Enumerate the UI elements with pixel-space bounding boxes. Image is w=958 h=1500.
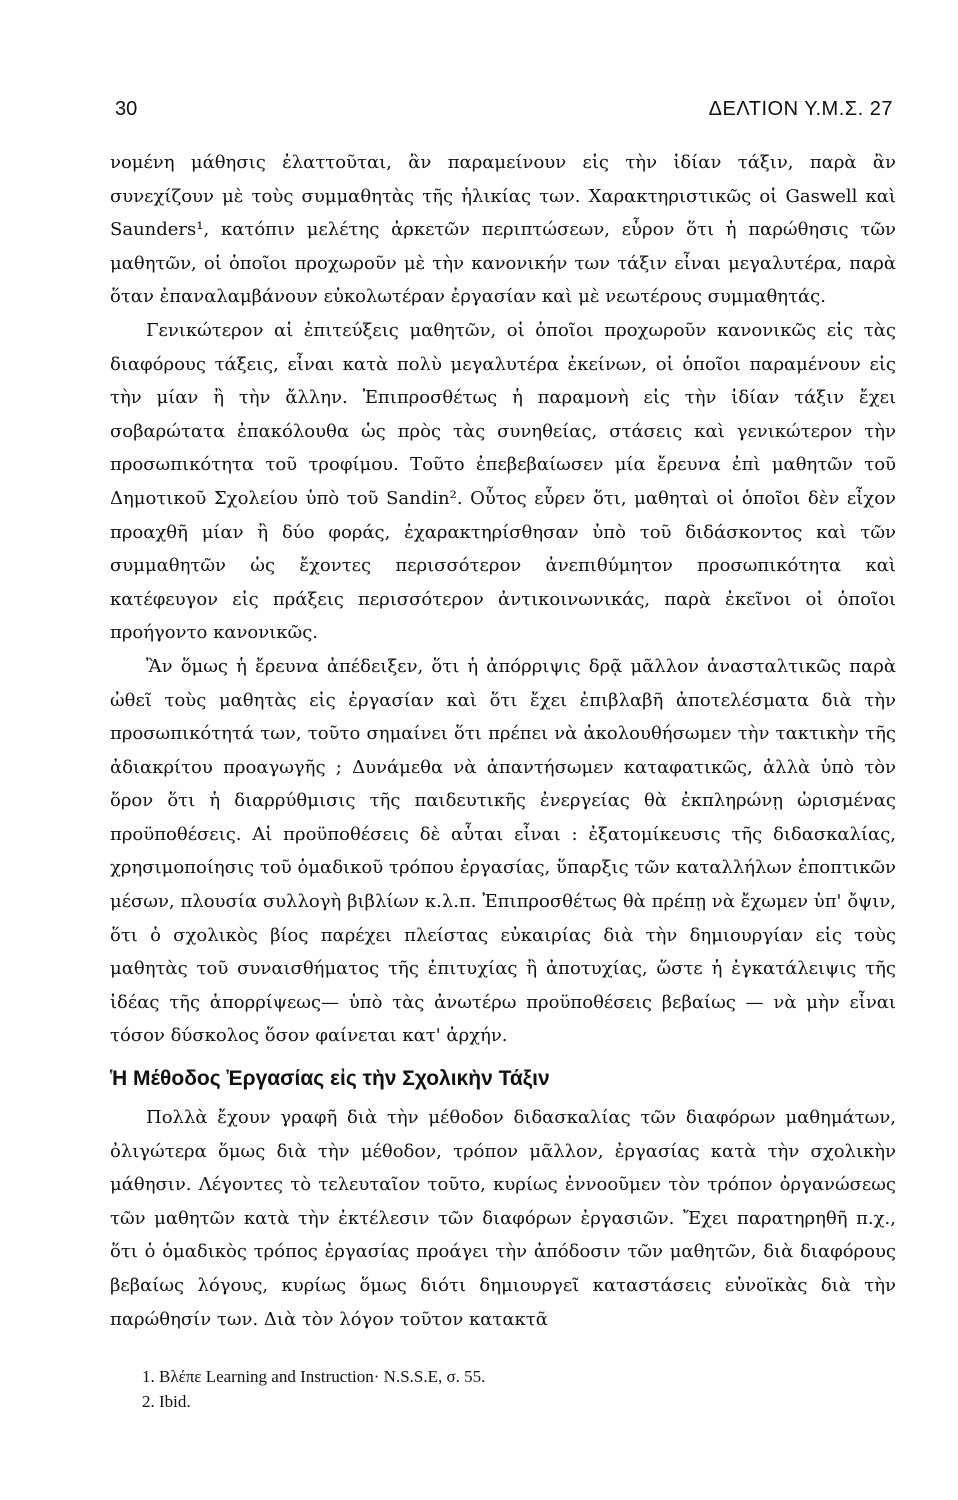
- page-header: [115, 98, 893, 132]
- paragraph: Πολλὰ ἔχουν γραφῆ διὰ τὴν μέθοδον διδασκαλίας τῶν διαφόρων μαθημάτων, ὀλιγώτερα ὅμως διὰ τὴν μέθοδον, τρόπον μᾶλλον, ἐργασίας κατὰ τὴν σχολικὴν μάθησιν. Λέγοντες τὸ τελευταῖον τοῦτο, κυρίως ἐννοοῦμεν τὸν τρόπον ὀργανώσεως τῶν μαθητῶν κατὰ τὴν ἐκτέλεσιν τῶν διαφόρων ἐργασιῶν. Ἔχει παρατηρηθῆ π.χ., ὅτι ὁ ὁμαδικὸς τρόπος ἐργασίας προάγει τὴν ἀπόδοσιν τῶν μαθητῶν, διὰ διαφόρους βεβαίως λόγους, κυρίως ὅμως διότι δημιουργεῖ καταστάσεις εὐνοϊκὰς διὰ τὴν παρώθησίν των. Διὰ τὸν λόγον τοῦτον κατακτᾶ: [110, 1107, 896, 1330]
- paragraph: Γενικώτερον αἱ ἐπιτεύξεις μαθητῶν, οἱ ὁποῖοι προχωροῦν κανονικῶς εἰς τὰς διαφόρους τάξεις, εἶναι κατὰ πολὺ μεγαλυτέρα ἐκείνων, οἱ ὁποῖοι παραμένουν εἰς τὴν μίαν ἢ τὴν ἄλλην. Ἐπιπροσθέτως ἡ παραμονὴ εἰς τὴν ἰδίαν τάξιν ἔχει σοβαρώτατα ἐπακόλουθα ὡς πρὸς τὰς συνηθείας, στάσεις καὶ γενικώτερον τὴν προσωπικότητα τοῦ τροφίμου. Τοῦτο ἐπεβεβαίωσεν μία ἔρευνα ἐπὶ μαθητῶν τοῦ Δημοτικοῦ Σχολείου ὑπὸ τοῦ Sandin². Οὗτος εὗρεν ὅτι, μαθηταὶ οἱ ὁποῖοι δὲν εἶχον προαχθῆ μίαν ἢ δύο φοράς, ἐχαρακτηρίσθησαν ὑπὸ τοῦ διδάσκοντος καὶ τῶν συμμαθητῶν ὡς ἔχοντες περισσότερον ἀνεπιθύμητον προσωπικότητα καὶ κατέφευγον εἰς πράξεις περισσότερον ἀντικοινωνικάς, παρὰ ἐκεῖνοι οἱ ὁποῖοι προήγοντο κανονικῶς.: [110, 319, 896, 644]
- footnotes: [142, 1364, 842, 1414]
- running-head: ΔΕΛΤΙΟΝ Υ.Μ.Σ. 27: [708, 98, 893, 120]
- paragraph-continued: νομένη μάθησις ἐλαττοῦται, ἂν παραμείνουν εἰς τὴν ἰδίαν τάξιν, παρὰ ἂν συνεχίζουν μὲ τοὺς συμμαθητὰς τῆς ἡλικίας των. Χαρακτηριστικῶς οἱ Gaswell καὶ Saunders¹, κατόπιν μελέτης ἀρκετῶν περιπτώσεων, εὗρον ὅτι ἡ παρώθησις τῶν μαθητῶν, οἱ ὁποῖοι προχωροῦν μὲ τὴν κανονικήν των τάξιν εἶναι μεγαλυτέρα, παρὰ ὅταν ἐπαναλαμβάνουν εὐκολωτέραν ἐργασίαν καὶ μὲ νεωτέρους συμμαθητάς.: [110, 152, 896, 308]
- paragraph: Ἂν ὅμως ἡ ἔρευνα ἀπέδειξεν, ὅτι ἡ ἀπόρριψις δρᾷ μᾶλλον ἀνασταλτικῶς παρὰ ὠθεῖ τοὺς μαθητὰς εἰς ἐργασίαν καὶ ὅτι ἔχει ἐπιβλαβῆ ἀποτελέσματα διὰ τὴν προσωπικότητά των, τοῦτο σημαίνει ὅτι πρέπει νὰ ἀκολουθήσωμεν τὴν τακτικὴν τῆς ἀδιακρίτου προαγωγῆς ; Δυνάμεθα νὰ ἀπαντήσωμεν καταφατικῶς, ἀλλὰ ὑπὸ τὸν ὅρον ὅτι ἡ διαρρύθμισις τῆς παιδευτικῆς ἐνεργείας θὰ ἐκπληρώνῃ ὡρισμένας προϋποθέσεις. Αἱ προϋποθέσεις δὲ αὗται εἶναι : ἐξατομίκευσις τῆς διδασκαλίας, χρησιμοποίησις τοῦ ὁμαδικοῦ τρόπου ἐργασίας, ὕπαρξις τῶν καταλλήλων ἐποπτικῶν μέσων, πλουσία συλλογὴ βιβλίων κ.λ.π. Ἐπιπροσθέτως θὰ πρέπῃ νὰ ἔχωμεν ὑπ' ὄψιν, ὅτι ὁ σχολικὸς βίος παρέχει πλείστας εὐκαιρίας διὰ τὴν δημιουργίαν εἰς τοὺς μαθητὰς τοῦ συναισθήματος τῆς ἐπιτυχίας ἢ ἀποτυχίας, ὥστε ἡ ἐγκατάλειψις τῆς ἰδέας τῆς ἀπορρίψεως— ὑπὸ τὰς ἀνωτέρω προϋποθέσεις βεβαίως — νὰ μὴν εἶναι τόσον δύσκολος ὅσον φαίνεται κατ' ἀρχήν.: [110, 655, 896, 1047]
- body-text: [110, 146, 896, 1053]
- page-number: 30: [115, 98, 138, 120]
- footnote: 2. Ibid.: [142, 1392, 191, 1411]
- section-heading: Ἡ Μέθοδος Ἐργασίας εἰς τὴν Σχολικὴν Τάξιν: [110, 1067, 550, 1090]
- footnote: 1. Βλέπε Learning and Instruction· N.S.S.E, σ. 55.: [142, 1367, 486, 1386]
- section-body: [110, 1101, 896, 1336]
